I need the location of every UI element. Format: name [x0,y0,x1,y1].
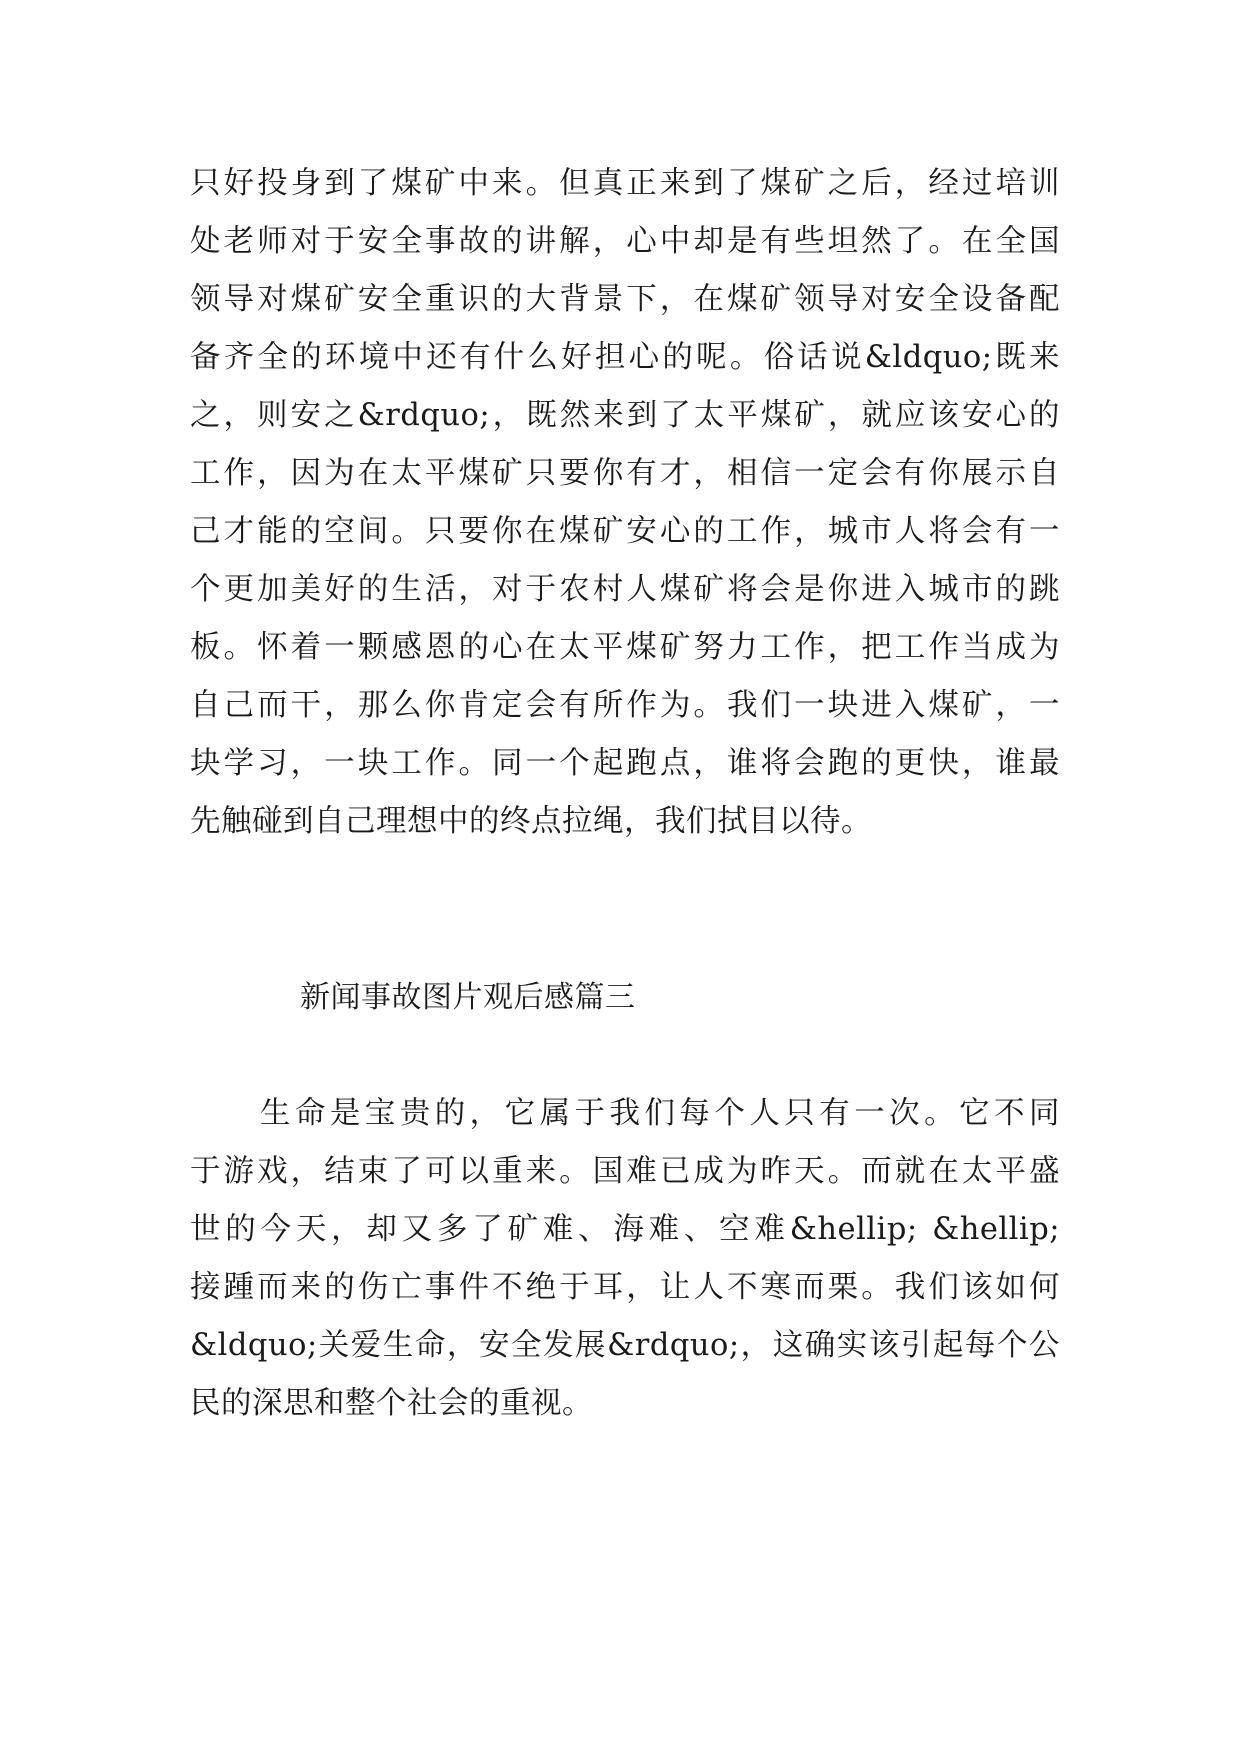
paragraph-1-line-3: 领导对煤矿安全重识的大背景下，在煤矿领导对安全设备配 [190,282,1060,317]
paragraph-1-line-2: 处老师对于安全事故的讲解，心中却是有些坦然了。在全国 [190,224,1060,259]
paragraph-1-line-10: 自己而干，那么你肯定会有所作为。我们一块进入煤矿，一 [190,688,1060,723]
paragraph-2-line-3: 世的今天，却又多了矿难、海难、空难&hellip; &hellip; [190,1212,1060,1247]
section-heading: 新闻事故图片观后感篇三 [300,980,636,1015]
paragraph-1-line-11: 块学习，一块工作。同一个起跑点，谁将会跑的更快，谁最 [190,746,1060,781]
paragraph-1-line-7: 己才能的空间。只要你在煤矿安心的工作，城市人将会有一 [190,514,1060,549]
paragraph-1-line-6: 工作，因为在太平煤矿只要你有才，相信一定会有你展示自 [190,456,1060,491]
paragraph-1-line-9: 板。怀着一颗感恩的心在太平煤矿努力工作，把工作当成为 [190,630,1060,665]
paragraph-2-line-6: 民的深思和整个社会的重视。 [190,1386,593,1421]
paragraph-1-line-8: 个更加美好的生活，对于农村人煤矿将会是你进入城市的跳 [190,572,1060,607]
paragraph-1-line-4: 备齐全的环境中还有什么好担心的呢。俗话说&ldquo;既来 [190,340,1060,375]
paragraph-2-line-2: 于游戏，结束了可以重来。国难已成为昨天。而就在太平盛 [190,1154,1060,1189]
paragraph-2-line-1: 生命是宝贵的，它属于我们每个人只有一次。它不同 [190,1096,1060,1131]
paragraph-1-line-1: 只好投身到了煤矿中来。但真正来到了煤矿之后，经过培训 [190,166,1060,201]
paragraph-2-line-4: 接踵而来的伤亡事件不绝于耳，让人不寒而栗。我们该如何 [190,1270,1060,1305]
paragraph-2-line-5: &ldquo;关爱生命，安全发展&rdquo;，这确实该引起每个公 [190,1328,1060,1363]
paragraph-1-line-5: 之，则安之&rdquo;，既然来到了太平煤矿，就应该安心的 [190,398,1060,433]
paragraph-1-line-12: 先触碰到自己理想中的终点拉绳，我们拭目以待。 [190,804,872,839]
